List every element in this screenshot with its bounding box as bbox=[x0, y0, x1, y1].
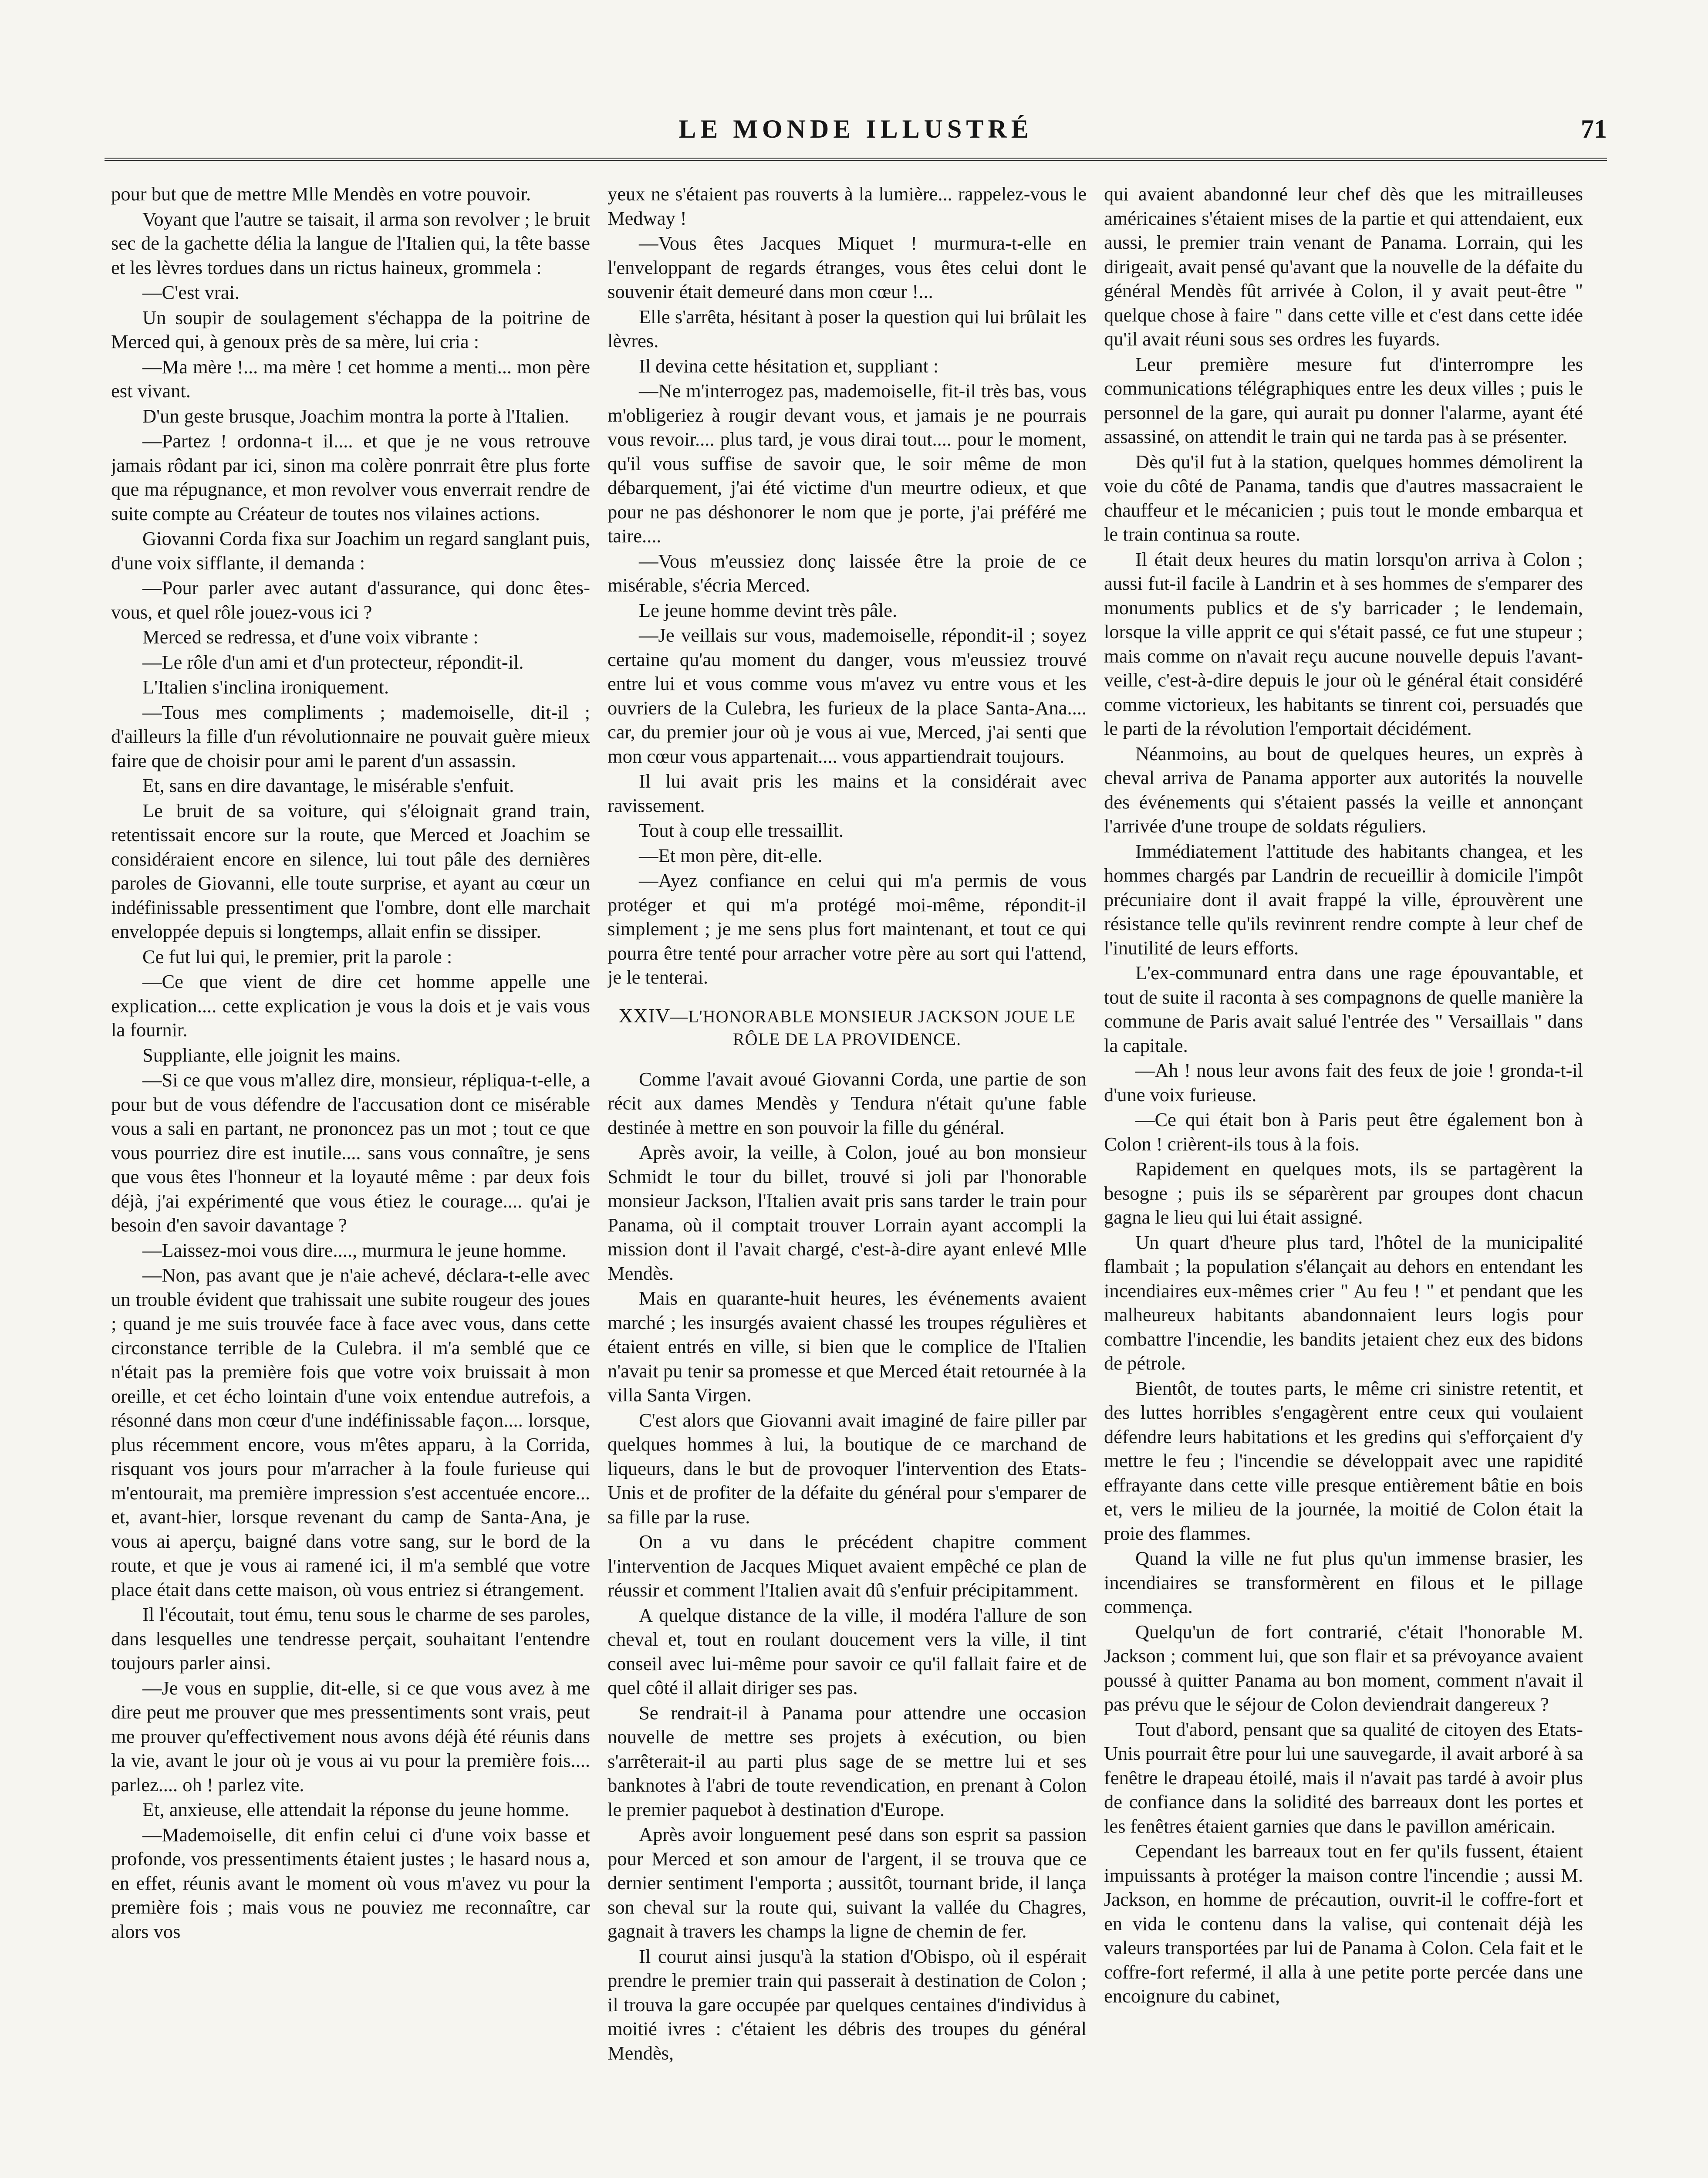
article-paragraph: Immédiatement l'attitude des habitants changea, et les hommes chargés par Landrin de recueillir à domicile l'impôt précuniaire dont il avait frappé la ville, éprouvèrent une résistance telle qu'ils revinrent rendre compte à leur chef de l'inutilité de leurs efforts. bbox=[1104, 840, 1583, 959]
article-paragraph: Leur première mesure fut d'interrompre les communications télégraphiques entre les deux villes ; puis le personnel de la gare, qui aurait pu donner l'alarme, ayant été assassiné, on attendit le train qui ne tarda pas à se présenter. bbox=[1104, 353, 1583, 447]
article-paragraph: Mais en quarante-huit heures, les événements avaient marché ; les insurgés avaient chassé les troupes régulières et étaient entrés en ville, si bien que le complice de l'Italien n'avait pu tenir sa promesse et que Merced était retournée à la villa Santa Virgen. bbox=[608, 1287, 1087, 1406]
article-paragraph: Quelqu'un de fort contrarié, c'était l'honorable M. Jackson ; comment lui, que son flair et sa prévoyance avaient poussé à quitter Panama au bon moment, comment n'avait il pas prévu que le séjour de Colon deviendrait dangereux ? bbox=[1104, 1620, 1583, 1715]
article-paragraph: —Je vous en supplie, dit-elle, si ce que vous avez à me dire peut me prouver que mes pressentiments sont vrais, peut me prouver qu'effectivement nous avons déjà été réunis dans la vie, avant le jour où je vous ai vu pour la première fois.... parlez.... oh ! parlez vite. bbox=[111, 1677, 590, 1796]
article-paragraph: C'est alors que Giovanni avait imaginé de faire piller par quelques hommes à lui, la boutique de ce marchand de liqueurs, dans le but de provoquer l'intervention des Etats-Unis et de profiter de la défaite du général pour s'emparer de sa fille par la ruse. bbox=[608, 1409, 1087, 1528]
article-paragraph: Suppliante, elle joignit les mains. bbox=[142, 1044, 401, 1066]
article-paragraph: Après avoir, la veille, à Colon, joué au bon monsieur Schmidt le tour du billet, trouvé si joli par l'honorable monsieur Jackson, l'Italien avait pris sans tarder le train pour Panama, où il comptait trouver Lorrain ayant accompli la mission dont il l'avait chargé, c'est-à-dire ayant enlevé Mlle Mendès. bbox=[608, 1141, 1087, 1284]
article-paragraph: Cependant les barreaux tout en fer qu'ils fussent, étaient impuissants à protéger la maison contre l'incendie ; aussi M. Jackson, en homme de précaution, ouvrit-il le coffre-fort et en vida le contenu dans la valise, qui contenait déjà les valeurs transportées par lui de Panama à Colon. Cela fait et le coffre-fort refermé, il alla à une petite porte percée dans une encoignure du cabinet, bbox=[1104, 1840, 1583, 2007]
article-paragraph: Dès qu'il fut à la station, quelques hommes démolirent la voie du côté de Panama, tandis que d'autres massacraient le chauffeur et le mécanicien ; puis tout le monde embarqua et le train continua sa route. bbox=[1104, 450, 1583, 545]
page-number: 71 bbox=[1581, 115, 1607, 143]
article-paragraph: Tout à coup elle tressaillit. bbox=[639, 819, 844, 841]
article-paragraph: —Le rôle d'un ami et d'un protecteur, répondit-il. bbox=[142, 651, 524, 673]
article-paragraph: Se rendrait-il à Panama pour attendre une occasion nouvelle de mettre ses projets à exécution, ou bien s'arrêterait-il au parti plus sage de se mettre lui et ses banknotes à l'abri de toute revendication, en prenant à Colon le premier paquebot à destination d'Europe. bbox=[608, 1701, 1087, 1820]
text-column-1 bbox=[111, 182, 590, 2178]
article-paragraph: —Vous m'eussiez donç laissée être la proie de ce misérable, s'écria Merced. bbox=[608, 550, 1087, 596]
chapter-number: XXIV bbox=[618, 1004, 671, 1027]
article-paragraph: —C'est vrai. bbox=[142, 281, 240, 303]
article-paragraph: yeux ne s'étaient pas rouverts à la lumière... rappelez-vous le Medway ! bbox=[608, 183, 1087, 229]
article-paragraph: Tout d'abord, pensant que sa qualité de citoyen des Etats-Unis pourrait être pour lui une sauvegarde, il avait arboré à sa fenêtre le drapeau étoilé, mais il n'avait pas tardé à avoir plus de confiance dans la solidité des barreaux dont les portes et les fenêtres étaient garnies que dans le pavillon américain. bbox=[1104, 1718, 1583, 1837]
text-column-2 bbox=[608, 182, 1087, 2178]
article-paragraph: —Mademoiselle, dit enfin celui ci d'une voix basse et profonde, vos pressentiments étaient justes ; le hasard nous a, en effet, réunis avant le moment où vous m'avez vu pour la première fois ; mais vous ne pouviez me reconnaître, car alors vos bbox=[111, 1823, 590, 1942]
article-paragraph: Après avoir longuement pesé dans son esprit sa passion pour Merced et son amour de l'argent, il se trouva que ce dernier sentiment l'emporta ; aussitôt, tournant bride, il lança son cheval sur la route qui, suivant la vallée du Chagres, gagnait à travers les champs la ligne de chemin de fer. bbox=[608, 1823, 1087, 1942]
article-paragraph: Et, anxieuse, elle attendait la réponse du jeune homme. bbox=[142, 1799, 569, 1820]
article-paragraph: pour but que de mettre Mlle Mendès en votre pouvoir. bbox=[111, 183, 531, 205]
article-paragraph: qui avaient abandonné leur chef dès que les mitrailleuses américaines s'étaient mises de la partie et qui attendaient, eux aussi, le premier train venant de Panama. Lorrain, qui les dirigeait, avait pensé qu'avant que la nouvelle de la défaite du général Mendès fût arrivée à Colon, il y avait peut-être " quelque chose à faire " dans cette ville et c'est dans cette idée qu'il avait réuni sous ses ordres les fuyards. bbox=[1104, 183, 1583, 350]
article-paragraph: Il l'écoutait, tout ému, tenu sous le charme de ses paroles, dans lesquelles une tendresse perçait, souhaitant l'entendre toujours parler ainsi. bbox=[111, 1603, 590, 1674]
article-paragraph: L'ex-communard entra dans une rage épouvantable, et tout de suite il raconta à ses compagnons de quelle manière la commune de Paris avait salué l'entrée des " Versaillais " dans la capitale. bbox=[1104, 962, 1583, 1056]
article-paragraph: Le jeune homme devint très pâle. bbox=[639, 599, 898, 621]
article-paragraph: Merced se redressa, et d'une voix vibrante : bbox=[142, 626, 479, 648]
article-paragraph: Bientôt, de toutes parts, le même cri sinistre retentit, et des luttes horribles s'engagèrent entre ceux qui voulaient défendre leurs habitations et les gredins qui s'efforçaient d'y mettre le feu ; l'incendie se développait avec une rapidité effrayante dans cette ville presque entièrement bâtie en bois et, vers le milieu de la journée, la moitié de Colon était la proie des flammes. bbox=[1104, 1377, 1583, 1544]
article-paragraph: —Ma mère !... ma mère ! cet homme a menti... mon père est vivant. bbox=[111, 355, 590, 402]
page-header bbox=[105, 114, 1607, 149]
article-paragraph: —Partez ! ordonna-t il.... et que je ne vous retrouve jamais rôdant par ici, sinon ma colère ponrrait être plus forte que ma répugnance, et mon revolver vous enverrait rendre de suite compte au Créateur de toutes nos vilaines actions. bbox=[111, 430, 590, 524]
article-paragraph: —Et mon père, dit-elle. bbox=[639, 844, 823, 866]
article-paragraph: Elle s'arrêta, hésitant à poser la question qui lui brûlait les lèvres. bbox=[608, 305, 1087, 352]
article-paragraph: Ce fut lui qui, le premier, prit la parole : bbox=[142, 945, 452, 967]
article-paragraph: Le bruit de sa voiture, qui s'éloignait grand train, retentissait encore sur la route, que Merced et Joachim se considéraient encore en silence, lui tout pâle des dernières paroles de Giovanni, elle toute surprise, et ayant au cœur un indéfinissable pressentiment que l'ombre, dont elle marchait enveloppée depuis si longtemps, allait enfin se dissiper. bbox=[111, 799, 590, 942]
text-column-3 bbox=[1104, 182, 1583, 2178]
article-paragraph: Rapidement en quelques mots, ils se partagèrent la besogne ; puis ils se séparèrent par groupes dont chacun gagna le lieu qui lui était assigné. bbox=[1104, 1158, 1583, 1228]
article-paragraph: Il lui avait pris les mains et la considérait avec ravissement. bbox=[608, 770, 1087, 816]
article-paragraph: Giovanni Corda fixa sur Joachim un regard sanglant puis, d'une voix sifflante, il demanda : bbox=[111, 528, 590, 574]
article-paragraph: —Laissez-moi vous dire...., murmura le jeune homme. bbox=[142, 1239, 567, 1261]
article-paragraph: —Ce qui était bon à Paris peut être également bon à Colon ! crièrent-ils tous à la fois. bbox=[1104, 1109, 1583, 1155]
article-paragraph: On a vu dans le précédent chapitre comment l'intervention de Jacques Miquet avaient empêché ce plan de réussir et comment l'Italien avait dû s'enfuir précipitamment. bbox=[608, 1531, 1087, 1601]
chapter-title: —L'HONORABLE MONSIEUR JACKSON JOUE LE RÔLE DE LA PROVIDENCE. bbox=[670, 1006, 1076, 1049]
article-paragraph: —Ce que vient de dire cet homme appelle une explication.... cette explication je vous la dois et je vais vous la fournir. bbox=[111, 971, 590, 1041]
article-paragraph: Il devina cette hésitation et, suppliant : bbox=[639, 355, 939, 377]
article-paragraph: Comme l'avait avoué Giovanni Corda, une partie de son récit aux dames Mendès y Tendura n'était qu'une fable destinée à mettre en son pouvoir la fille du général. bbox=[608, 1068, 1087, 1138]
article-paragraph: Il était deux heures du matin lorsqu'on arriva à Colon ; aussi fut-il facile à Landrin et à ses hommes de s'emparer des monuments publics et de s'y barricader ; le lendemain, lorsque la ville apprit ce qui s'était passé, ce fut une stupeur ; mais comme on n'avait reçu aucune nouvelle depuis l'avant-veille, c'est-à-dire depuis le jour où le général était considéré comme victorieux, les habitants se tinrent coi, persuadés que le parti de la révolution l'emportait décidément. bbox=[1104, 548, 1583, 739]
article-paragraph: Quand la ville ne fut plus qu'un immense brasier, les incendiaires se transformèrent en filous et le pillage commença. bbox=[1104, 1547, 1583, 1617]
article-paragraph: D'un geste brusque, Joachim montra la porte à l'Italien. bbox=[142, 405, 569, 427]
article-paragraph: Néanmoins, au bout de quelques heures, un exprès à cheval arriva de Panama apporter aux autorités la nouvelle des événements qui s'étaient passés la veille et annonçant l'arrivée d'une troupe de soldats réguliers. bbox=[1104, 742, 1583, 837]
article-paragraph: —Pour parler avec autant d'assurance, qui donc êtes-vous, et quel rôle jouez-vous ici ? bbox=[111, 577, 590, 623]
article-paragraph: —Non, pas avant que je n'aie achevé, déclara-t-elle avec un trouble évident que trahissait une subite rougeur des joues ; quand je me suis trouvée face à face avec vous, dans cette circonstance terrible de la Culebra. il m'a semblé que ce n'était pas la première fois que votre voix bruissait à mon oreille, et cet écho lointain d'une voix entendue autrefois, a résonné dans mon cœur d'une indéfinissable façon.... lorsque, plus récemment encore, vous m'êtes apparu, à la Corrida, risquant vos jours pour m'arracher à la foule furieuse qui m'entourait, ma première impression s'est accentuée encore... et, avant-hier, lorsque revenant du camp de Santa-Ana, je vous ai aperçu, baigné dans votre sang, sur le bord de la route, et que je vous ai ramené ici, il m'a semblé que votre place était dans cette maison, où vous entriez si étrangement. bbox=[111, 1264, 590, 1600]
article-paragraph: —Si ce que vous m'allez dire, monsieur, répliqua-t-elle, a pour but de vous défendre de l'accusation dont ce misérable vous a sali en partant, ne prononcez pas un mot ; tout ce que vous pourriez dire est inutile.... sans vous connaître, je sens que vous êtes l'honneur et la loyauté même : par deux fois déjà, j'ai expérimenté que vous étiez le courage.... qu'ai je besoin d'en savoir davantage ? bbox=[111, 1069, 590, 1236]
article-paragraph: Il courut ainsi jusqu'à la station d'Obispo, où il espérait prendre le premier train qui passerait à destination de Colon ; il trouva la gare occupée par quelques centaines d'individus à moitié ivres : c'étaient les débris des troupes du général Mendès, bbox=[608, 1945, 1087, 2064]
article-paragraph: Et, sans en dire davantage, le misérable s'enfuit. bbox=[142, 774, 514, 796]
article-paragraph: —Je veillais sur vous, mademoiselle, répondit-il ; soyez certaine qu'au moment du danger, vous m'eussiez trouvé entre lui et vous comme vous m'avez vu entre vous et les ouvriers de la Culebra, les furieux de la place Santa-Ana.... car, du premier jour où je vous ai vue, Merced, j'ai senti que mon cœur vous appartenait.... vous appartiendrait toujours. bbox=[608, 624, 1087, 767]
article-paragraph: Un quart d'heure plus tard, l'hôtel de la municipalité flambait ; la population s'élançait au dehors en entendant les incendiaires eux-mêmes crier " Au feu ! " et pendant que les malheureux habitants abandonnaient leurs logis pour combattre l'incendie, les bandits jetaient chez eux des bidons de pétrole. bbox=[1104, 1231, 1583, 1374]
article-paragraph: Voyant que l'autre se taisait, il arma son revolver ; le bruit sec de la gachette délia la langue de l'Italien qui, la tête basse et les lèvres tordues dans un rictus haineux, grommela : bbox=[111, 208, 590, 278]
article-paragraph: —Ah ! nous leur avons fait des feux de joie ! gronda-t-il d'une voix furieuse. bbox=[1104, 1059, 1583, 1106]
article-paragraph: L'Italien s'inclina ironiquement. bbox=[142, 676, 389, 698]
article-paragraph: —Tous mes compliments ; mademoiselle, dit-il ; d'ailleurs la fille d'un révolutionnaire ne pouvait guère mieux faire que de choisir pour ami le parent d'un assassin. bbox=[111, 701, 590, 771]
journal-title: LE MONDE ILLUSTRÉ bbox=[678, 115, 1033, 143]
article-paragraph: Un soupir de soulagement s'échappa de la poitrine de Merced qui, à genoux près de sa mère, lui cria : bbox=[111, 306, 590, 352]
chapter-heading bbox=[608, 1004, 1087, 1051]
article-paragraph: —Ayez confiance en celui qui m'a permis de vous protéger et qui m'a protégé moi-même, répondit-il simplement ; je me sens plus fort maintenant, et tout ce qui pourra être tenté pour arracher votre père au sort qui l'attend, je le tenterai. bbox=[608, 869, 1087, 988]
article-paragraph: —Ne m'interrogez pas, mademoiselle, fit-il très bas, vous m'obligeriez à rougir devant vous, et jamais je ne pourrais vous revoir.... plus tard, je vous dirai tout.... pour le moment, qu'il vous suffise de savoir que, le soir même de mon débarquement, j'ai été victime d'un meurtre odieux, et que pour ne pas déshonorer le nom que je porte, j'ai préféré me taire.... bbox=[608, 380, 1087, 547]
header-rule bbox=[105, 158, 1607, 161]
article-paragraph: —Vous êtes Jacques Miquet ! murmura-t-elle en l'enveloppant de regards étranges, vous êtes celui dont le souvenir était demeuré dans mon cœur !... bbox=[608, 232, 1087, 302]
article-paragraph: A quelque distance de la ville, il modéra l'allure de son cheval et, tout en roulant doucement vers la ville, il tint conseil avec lui-même pour savoir ce qu'il fallait faire et de quel côté il allait diriger ses pas. bbox=[608, 1604, 1087, 1698]
